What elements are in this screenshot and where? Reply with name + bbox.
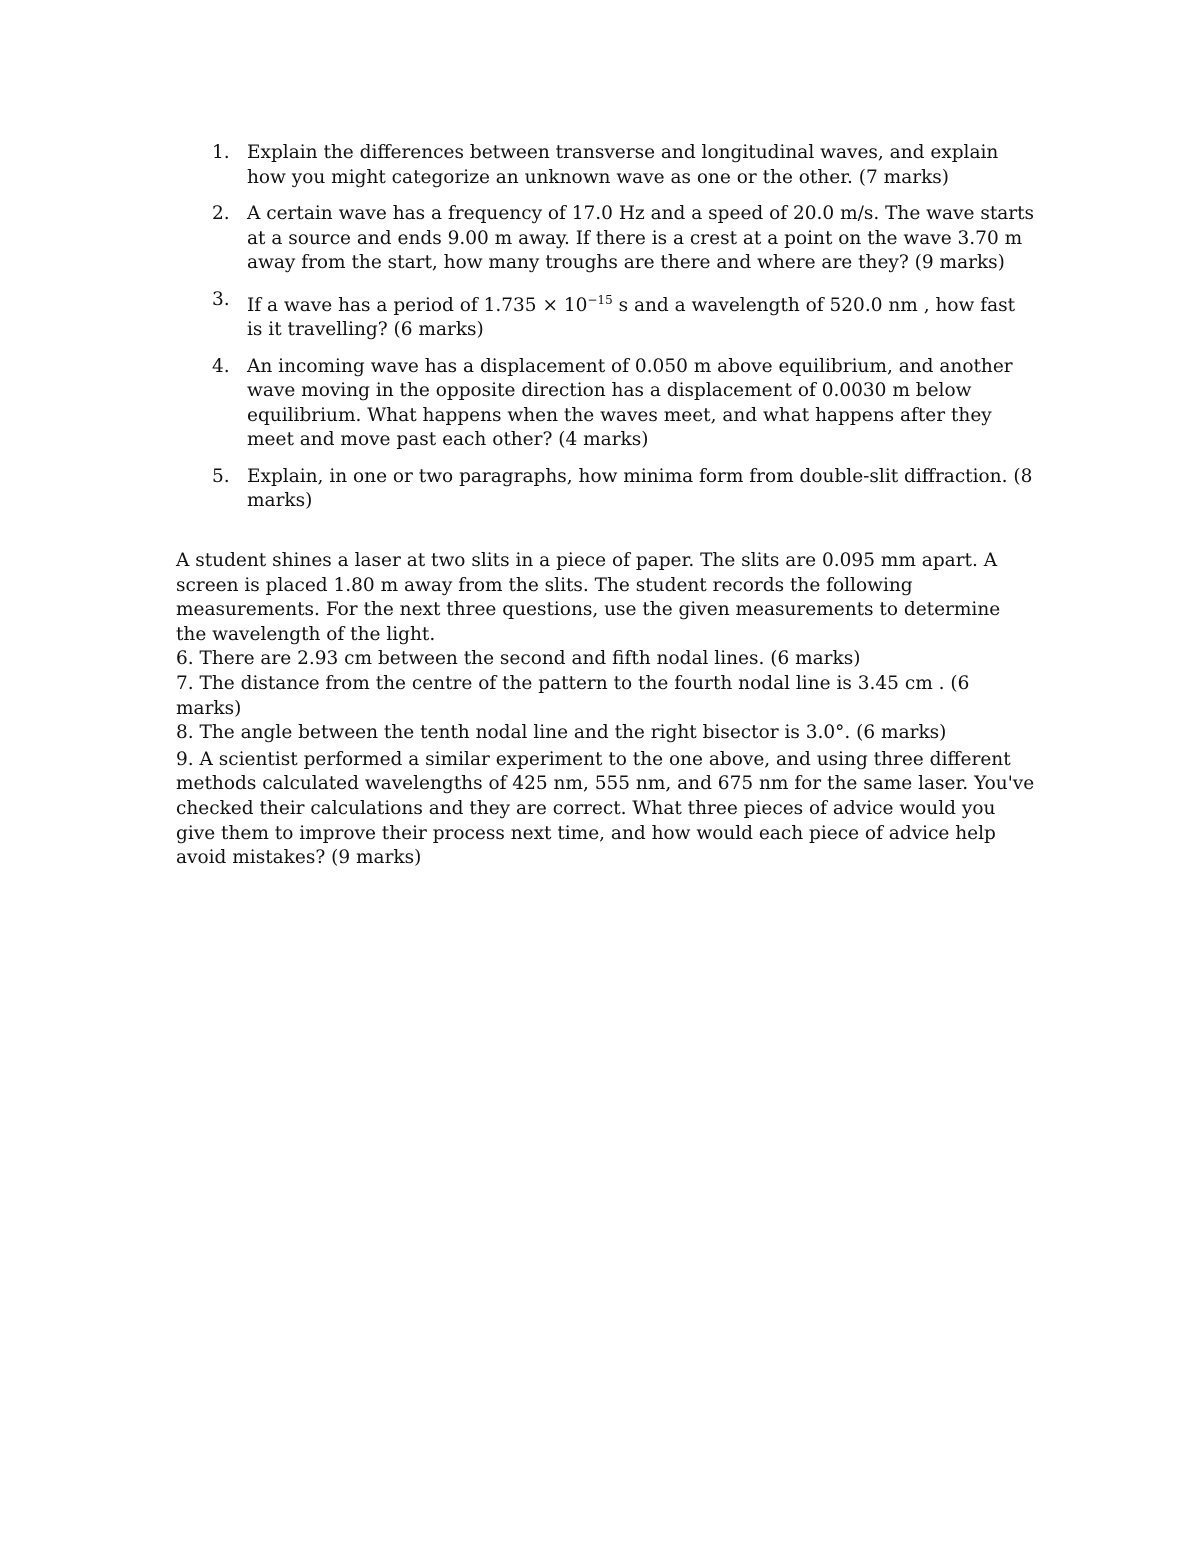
question-number: 1. [212, 142, 230, 163]
experiment-intro: A student shines a laser at two slits in a piece of paper. The slits are 0.095 mm apart. A screen is placed 1.80 m away from the slits. The student records the following measurements. For the next three questions, use the given measurements to determine the wavelength of the light. [176, 550, 1001, 645]
period-mantissa: 1.735 × 10 [483, 294, 588, 316]
question-text: Explain the differences between transverse and longitudinal waves, and explain how you might categorize an unknown wave as one or the other. (7 marks) [247, 142, 999, 188]
question-4 [176, 355, 1036, 453]
question-6: 6. There are 2.93 cm between the second and fifth nodal lines. (6 marks) [176, 648, 861, 670]
question-text: A certain wave has a frequency of 17.0 Hz and a speed of 20.0 m/s. The wave starts at a source and ends 9.00 m away. If there is a crest at a point on the wave 3.70 m away from the start, how many troughs are there and where are they? (9 marks) [247, 203, 1035, 273]
question-9: 9. A scientist performed a similar experiment to the one above, and using three different methods calculated wavelengths of 425 nm, 555 nm, and 675 nm for the same laser. You've checked their calculations and they are correct. What three pieces of advice would you give them to improve their process next time, and how would each piece of advice help avoid mistakes? (9 marks) [176, 748, 1035, 869]
question-text-before: If a wave has a period of [247, 294, 484, 316]
question-2 [176, 202, 1036, 276]
question-number: 2. [212, 203, 230, 224]
experiment-section [176, 549, 1036, 871]
question-1 [176, 141, 1036, 190]
question-text-after: s and a wavelength of 520.0 nm , how fast is it travelling? (6 marks) [247, 294, 1016, 341]
question-text: An incoming wave has a displacement of 0.050 m above equilibrium, and another wave moving in the opposite direction has a displacement of 0.0030 m below equilibrium. What happens when the waves meet, and what happens after they meet and move past each other? (4 marks) [247, 355, 1013, 451]
question-list [176, 141, 1036, 526]
question-text: Explain, in one or two paragraphs, how minima form from double-slit diffraction. (8 marks) [247, 465, 1033, 512]
question-number: 4. [212, 355, 230, 377]
question-5 [176, 465, 1036, 514]
question-3 [176, 288, 1036, 343]
question-7: 7. The distance from the centre of the pattern to the fourth nodal line is 3.45 cm . (6 marks) [176, 672, 970, 719]
question-8: 8. The angle between the tenth nodal line and the right bisector is 3.0°. (6 marks) [176, 722, 947, 744]
question-number: 5. [212, 465, 230, 487]
question-number: 3. [212, 288, 230, 310]
period-exponent: −15 [587, 292, 613, 307]
